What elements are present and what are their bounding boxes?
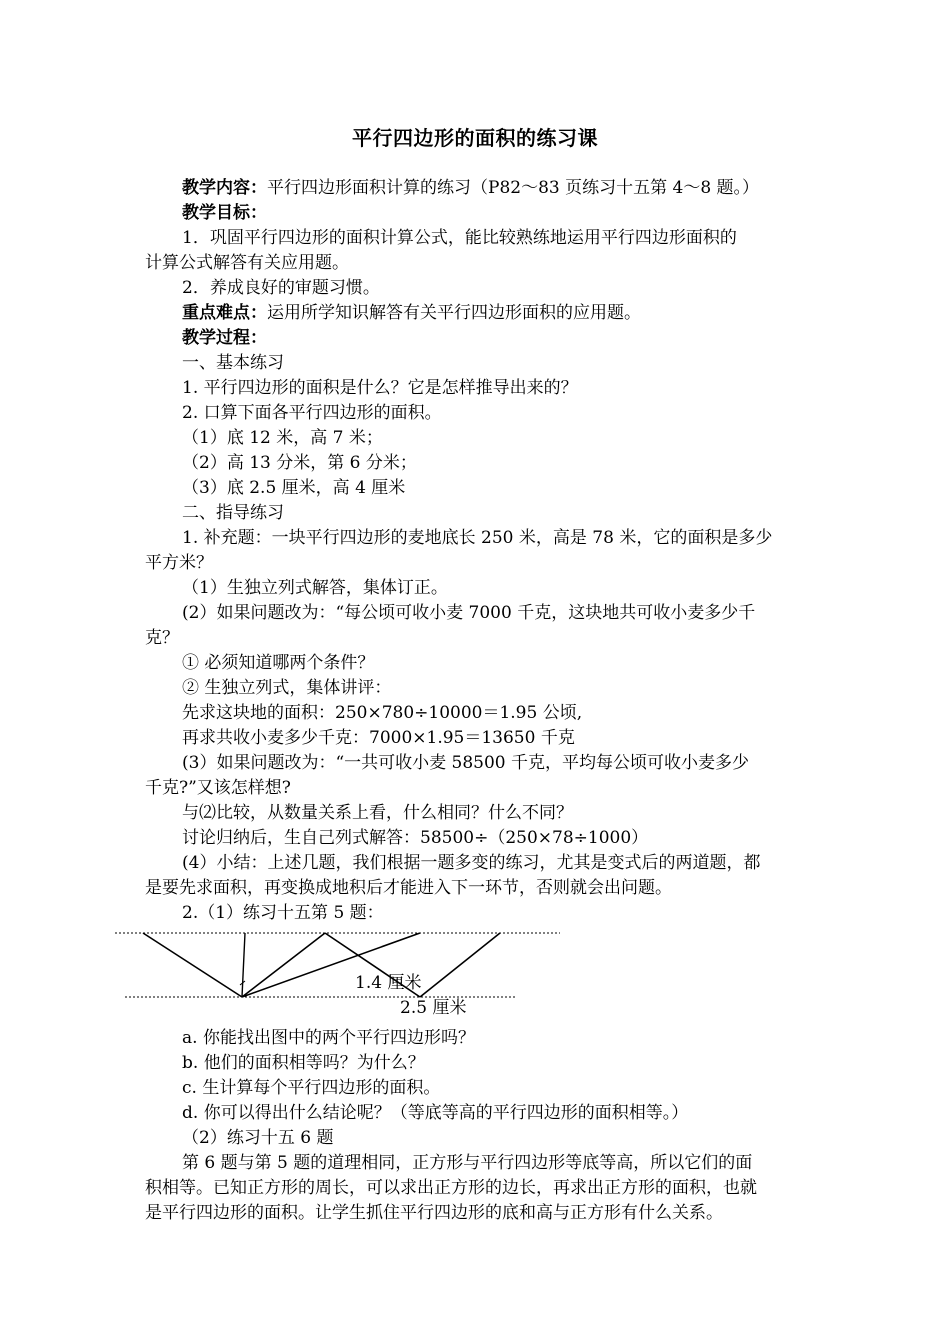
section-label: 教学目标： (182, 203, 267, 223)
text-line (182, 326, 267, 350)
height-line (242, 933, 245, 997)
line-text: 先求这块地的面积：250×780÷10000＝1.95 公顷, (182, 703, 583, 723)
text-line (145, 1201, 723, 1225)
line-text: 平方米？ (145, 553, 213, 573)
line-text: 是平行四边形的面积。让学生抓住平行四边形的底和高与正方形有什么关系。 (145, 1203, 723, 1223)
text-line (182, 1026, 475, 1050)
text-line (182, 1126, 333, 1150)
section-label: 教学内容： (182, 178, 267, 198)
text-line (182, 726, 575, 750)
line-text: 再求共收小麦多少千克：7000×1.95＝13650 千克 (182, 728, 575, 748)
line-text: 平行四边形面积计算的练习（P82～83 页练习十五第 4～8 题。） (267, 178, 760, 198)
line-text: (4）小结：上述几题，我们根据一题多变的练习，尤其是变式后的两道题，都 (182, 853, 761, 873)
line-text: c. 生计算每个平行四边形的面积。 (182, 1078, 441, 1098)
line-text: (3）如果问题改为：“一共可收小麦 58500 千克，平均每公顷可收小麦多少 (182, 753, 750, 773)
line-text: 与⑵比较，从数量关系上看，什么相同？什么不同？ (182, 803, 573, 823)
line-text: 1．巩固平行四边形的面积计算公式，能比较熟练地运用平行四边形面积的 (182, 228, 737, 248)
line-text: 运用所学知识解答有关平行四边形面积的应用题。 (267, 303, 641, 323)
line-text: 2.（1）练习十五第 5 题： (182, 903, 384, 923)
text-line (182, 501, 284, 525)
line-text: 千克?”又该怎样想? (145, 778, 291, 798)
text-line (182, 1076, 440, 1100)
text-line (182, 851, 760, 875)
left-slant-line (143, 933, 242, 997)
text-line (145, 551, 213, 575)
text-line (182, 601, 755, 625)
text-line (182, 826, 648, 850)
section-label: 重点难点： (182, 303, 267, 323)
line-text: a. 你能找出图中的两个平行四边形吗？ (182, 1028, 475, 1048)
line-text: 1. 补充题：一块平行四边形的麦地底长 250 米，高是 78 米，它的面积是多少 (182, 528, 773, 548)
text-line (182, 751, 749, 775)
text-line (182, 426, 383, 450)
parallelogram-figure (110, 925, 570, 1020)
right-slant-line-b (420, 933, 500, 997)
text-line (145, 776, 291, 800)
line-text: （1）底 12 米，高 7 米； (182, 428, 383, 448)
line-text: 是要先求面积，再变换成地积后才能进入下一环节，否则就会出问题。 (145, 878, 672, 898)
text-line (182, 1101, 688, 1125)
text-line (145, 876, 672, 900)
line-text: 2．养成良好的审题习惯。 (182, 278, 380, 298)
text-line (145, 626, 179, 650)
text-line (182, 676, 391, 700)
text-line (182, 476, 405, 500)
section-label: 教学过程： (182, 328, 267, 348)
text-line (182, 576, 448, 600)
document-title: 平行四边形的面积的练习课 (352, 126, 598, 150)
text-line (182, 376, 578, 400)
base-label: 2.5 厘米 (400, 998, 467, 1018)
line-text: 二、指导练习 (182, 503, 284, 523)
line-text: 2. 口算下面各平行四边形的面积。 (182, 403, 442, 423)
text-line (182, 701, 582, 725)
line-text: (2）如果问题改为：“每公顷可收小麦 7000 千克，这块地共可收小麦多少千 (182, 603, 756, 623)
text-line (182, 401, 442, 425)
text-line (182, 526, 772, 550)
text-line (182, 651, 374, 675)
text-line (182, 276, 380, 300)
text-line (145, 251, 349, 275)
line-text: 讨论归纳后，生自己列式解答：58500÷（250×78÷1000） (182, 828, 649, 848)
middle-slant-line-a (242, 933, 325, 997)
text-line (182, 1051, 425, 1075)
text-line (182, 176, 759, 200)
line-text: d. 你可以得出什么结论呢？（等底等高的平行四边形的面积相等。） (182, 1103, 689, 1123)
text-line (182, 351, 284, 375)
line-text: 计算公式解答有关应用题。 (145, 253, 349, 273)
line-text: 1. 平行四边形的面积是什么？它是怎样推导出来的？ (182, 378, 578, 398)
line-text: （3）底 2.5 厘米，高 4 厘米 (182, 478, 406, 498)
line-text: 第 6 题与第 5 题的道理相同，正方形与平行四边形等底等高，所以它们的面 (182, 1153, 753, 1173)
line-text: b. 他们的面积相等吗？为什么？ (182, 1053, 425, 1073)
line-text: 克？ (145, 628, 179, 648)
text-line (145, 1176, 757, 1200)
text-line (182, 226, 737, 250)
line-text: ② 生独立列式，集体讲评： (182, 678, 392, 698)
line-text: ① 必须知道哪两个条件？ (182, 653, 375, 673)
height-label: 1.4 厘米 (355, 973, 422, 993)
text-line (182, 201, 267, 225)
text-line (182, 1151, 752, 1175)
text-line (182, 301, 641, 325)
text-line (182, 451, 417, 475)
text-line (182, 901, 384, 925)
line-text: （1）生独立列式解答，集体订正。 (182, 578, 448, 598)
line-text: 积相等。已知正方形的周长，可以求出正方形的边长，再求出正方形的面积，也就 (145, 1178, 757, 1198)
line-text: （2）练习十五 6 题 (182, 1128, 334, 1148)
line-text: 一、基本练习 (182, 353, 284, 373)
line-text: （2）高 13 分米，第 6 分米； (182, 453, 417, 473)
text-line (182, 801, 573, 825)
